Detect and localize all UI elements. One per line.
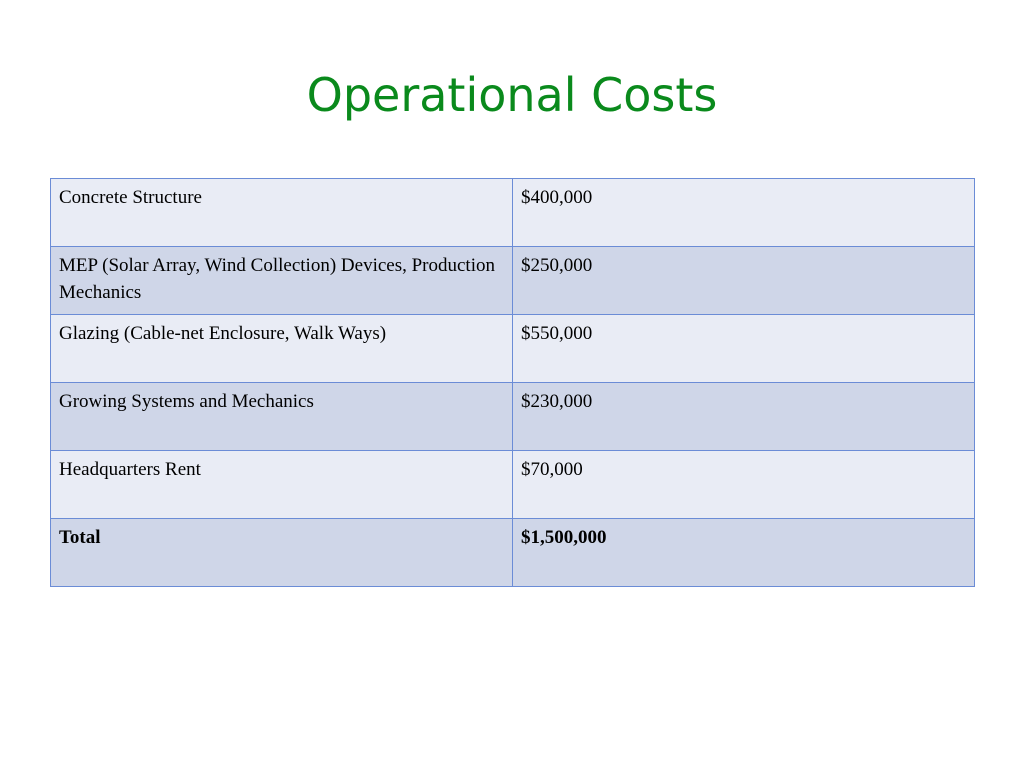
- table-row: [51, 383, 975, 451]
- cost-value-cell: $550,000: [513, 315, 975, 383]
- cost-item-cell: Glazing (Cable-net Enclosure, Walk Ways): [51, 315, 513, 383]
- table-row: [51, 179, 975, 247]
- slide-title: Operational Costs: [306, 68, 718, 122]
- cost-value-cell: $230,000: [513, 383, 975, 451]
- table-row: [51, 247, 975, 315]
- cost-item-cell: Headquarters Rent: [51, 451, 513, 519]
- cost-item-cell: MEP (Solar Array, Wind Collection) Devices, Production Mechanics: [51, 247, 513, 315]
- cost-value-cell: $400,000: [513, 179, 975, 247]
- cost-item-cell: Growing Systems and Mechanics: [51, 383, 513, 451]
- total-value-cell: $1,500,000: [513, 519, 975, 587]
- cost-item-cell: Concrete Structure: [51, 179, 513, 247]
- operational-costs-table: [50, 178, 975, 587]
- total-row: [51, 519, 975, 587]
- table-row: [51, 315, 975, 383]
- table-row: [51, 451, 975, 519]
- total-label-cell: Total: [51, 519, 513, 587]
- cost-value-cell: $70,000: [513, 451, 975, 519]
- cost-value-cell: $250,000: [513, 247, 975, 315]
